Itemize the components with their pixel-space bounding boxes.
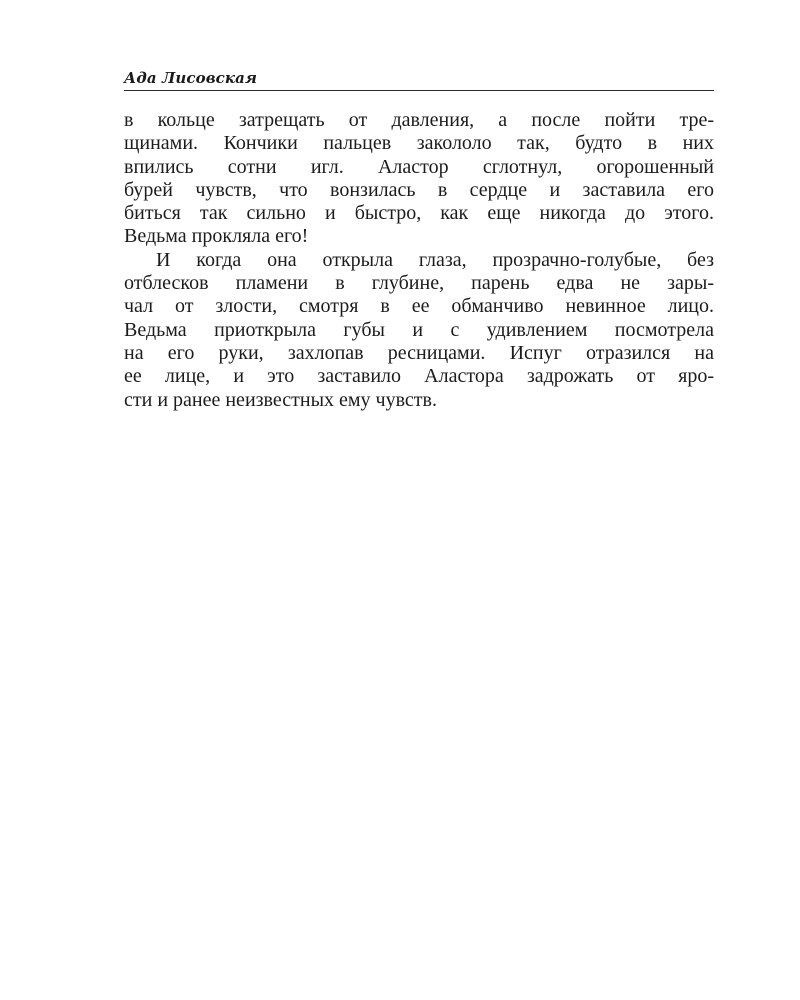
text-line: чал от злости, смотря в ее обманчиво невинное лицо. (124, 295, 714, 318)
text-line: на его руки, захлопав ресницами. Испуг отразился на (124, 341, 714, 364)
text-line: И когда она открыла глаза, прозрачно-голубые, без (156, 248, 714, 271)
text-line: бурей чувств, что вонзилась в сердце и заставила его (124, 178, 714, 201)
text-line: впились сотни игл. Аластор сглотнул, огорошенный (124, 155, 714, 178)
text-line: щинами. Кончики пальцев закололо так, будто в них (124, 132, 714, 155)
text-line: Ведьма прокляла его! (124, 225, 309, 248)
text-line: отблесков пламени в глубине, парень едва не зары- (124, 272, 714, 295)
header-rule (124, 90, 714, 91)
body-text (124, 109, 714, 412)
text-line: в кольце затрещать от давления, а после пойти тре- (124, 109, 714, 131)
text-line: Ведьма приоткрыла губы и с удивлением посмотрела (124, 318, 714, 341)
text-line: ее лице, и это заставило Аластора задрожать от яро- (124, 365, 714, 388)
running-head-author: Ада Лисовская (124, 69, 257, 87)
text-line: сти и ранее неизвестных ему чувств. (124, 388, 437, 411)
text-line: биться так сильно и быстро, как еще никогда до этого. (124, 202, 714, 225)
